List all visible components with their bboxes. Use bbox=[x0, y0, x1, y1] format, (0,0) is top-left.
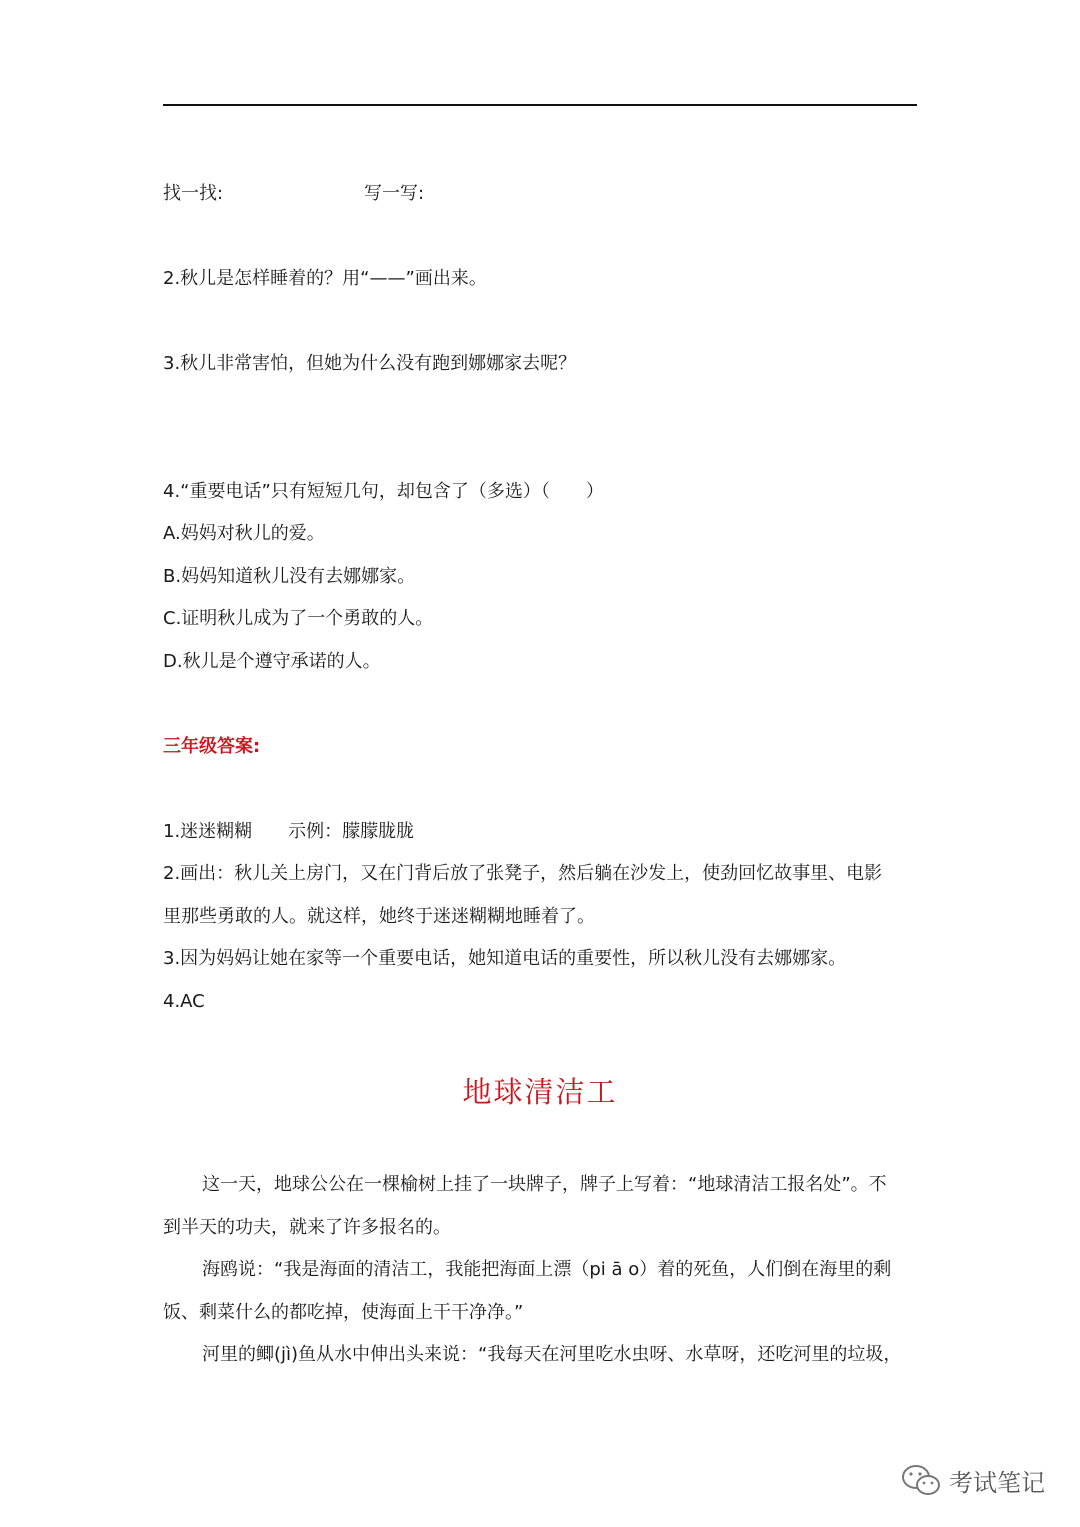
header-rule bbox=[163, 104, 917, 106]
story-paragraph-1 bbox=[163, 1163, 920, 1249]
story-p1-line-1: 这一天，地球公公在一棵榆树上挂了一块牌子，牌子上写着：“地球清洁工报名处”。不 bbox=[202, 1174, 887, 1195]
question-4: 4.“重要电话”只有短短几句，却包含了（多选）（ ） bbox=[163, 481, 604, 502]
find-label: 找一找: bbox=[163, 183, 224, 204]
question-2: 2.秋儿是怎样睡着的？用“——”画出来。 bbox=[163, 268, 487, 289]
answer-2-line-1: 2.画出：秋儿关上房门，又在门背后放了张凳子，然后躺在沙发上，使劲回忆故事里、电影 bbox=[163, 863, 883, 884]
story-p2-line-1: 海鸥说：“我是海面的清洁工，我能把海面上漂（pi ā o）着的死鱼，人们倒在海里的剩 bbox=[202, 1259, 892, 1280]
option-a: A.妈妈对秋儿的爱。 bbox=[163, 523, 325, 544]
story-paragraph-3 bbox=[163, 1333, 920, 1376]
answer-1: 1.迷迷糊糊 示例：朦朦胧胧 bbox=[163, 821, 415, 842]
story-p2-line-2: 饭、剩菜什么的都吃掉，使海面上干干净净。” bbox=[163, 1302, 524, 1323]
wechat-icon bbox=[901, 1464, 941, 1498]
answer-4: 4.AC bbox=[163, 991, 205, 1012]
story-title: 地球清洁工 bbox=[462, 1075, 618, 1109]
option-b: B.妈妈知道秋儿没有去娜娜家。 bbox=[163, 566, 416, 587]
answer-3: 3.因为妈妈让她在家等一个重要电话，她知道电话的重要性，所以秋儿没有去娜娜家。 bbox=[163, 948, 847, 969]
watermark bbox=[901, 1463, 1045, 1498]
story-p1-line-2: 到半天的功夫，就来了许多报名的。 bbox=[163, 1217, 451, 1238]
answers-heading: 三年级答案: bbox=[163, 736, 261, 757]
story-p3-line-1: 河里的鲫(jì)鱼从水中伸出头来说：“我每天在河里吃水虫呀、水草呀，还吃河里的垃圾， bbox=[202, 1344, 902, 1365]
story-paragraph-2 bbox=[163, 1248, 920, 1334]
write-label: 写一写: bbox=[364, 183, 425, 204]
watermark-text: 考试笔记 bbox=[949, 1469, 1045, 1497]
option-d: D.秋儿是个遵守承诺的人。 bbox=[163, 651, 381, 672]
option-c: C.证明秋儿成为了一个勇敢的人。 bbox=[163, 608, 434, 629]
answer-2-line-2: 里那些勇敢的人。就这样，她终于迷迷糊糊地睡着了。 bbox=[163, 906, 595, 927]
question-3: 3.秋儿非常害怕，但她为什么没有跑到娜娜家去呢？ bbox=[163, 353, 577, 374]
